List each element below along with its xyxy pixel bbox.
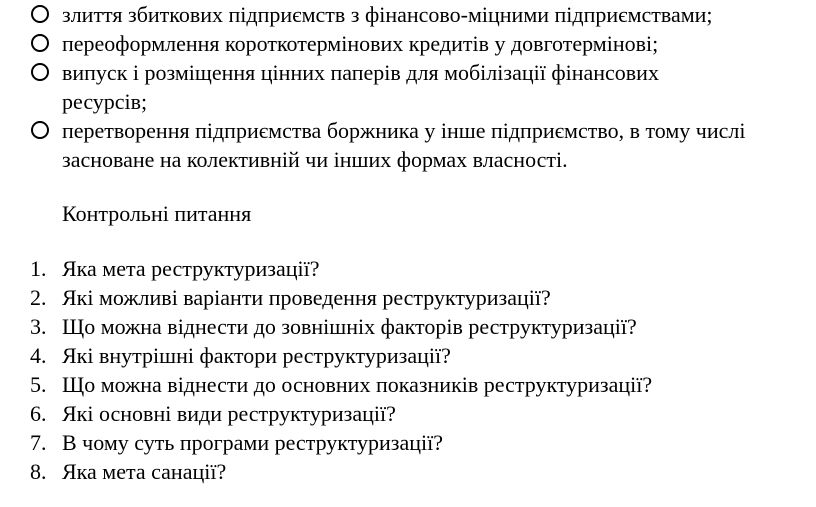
circle-bullet-icon <box>31 34 49 52</box>
question-number: 6. <box>30 401 47 426</box>
question-item <box>0 312 816 341</box>
question-text: Що можна віднести до зовнішніх факторів реструктуризації? <box>62 314 637 339</box>
question-item <box>0 428 816 457</box>
question-text: Які можливі варіанти проведення реструктуризації? <box>62 285 551 310</box>
circle-bullet-icon <box>31 63 49 81</box>
question-item <box>0 341 816 370</box>
question-number: 8. <box>30 459 47 484</box>
circle-bullet-icon <box>31 5 49 23</box>
question-text: В чому суть програми реструктуризації? <box>62 430 444 455</box>
question-text: Яка мета санації? <box>62 459 227 484</box>
control-questions-list <box>0 254 816 486</box>
question-number: 1. <box>30 256 47 281</box>
bullet-text: переоформлення короткотермінових кредитів у довготермінові; <box>62 31 659 56</box>
question-number: 7. <box>30 430 47 455</box>
question-text: Яка мета реструктуризації? <box>62 256 320 281</box>
question-item <box>0 283 816 312</box>
bullet-text: злиття збиткових підприємств з фінансово-міцними підприємствами; <box>62 2 713 27</box>
question-number: 3. <box>30 314 47 339</box>
question-item <box>0 399 816 428</box>
bullet-item <box>0 29 816 58</box>
question-text: Які внутрішні фактори реструктуризації? <box>62 343 451 368</box>
circle-bullet-icon <box>31 121 49 139</box>
bullet-item <box>0 58 816 116</box>
question-number: 2. <box>30 285 47 310</box>
question-text: Які основні види реструктуризації? <box>62 401 396 426</box>
question-number: 4. <box>30 343 47 368</box>
section-title: Контрольні питання <box>62 201 252 226</box>
question-number: 5. <box>30 372 47 397</box>
bullet-item <box>0 116 816 174</box>
question-item <box>0 254 816 283</box>
question-item <box>0 457 816 486</box>
restructuring-methods-list <box>0 0 816 174</box>
bullet-text: перетворення підприємства боржника у інше підприємство, в тому числі засноване на колективній чи інших формах власності. <box>62 118 746 172</box>
bullet-item <box>0 0 816 29</box>
question-text: Що можна віднести до основних показників реструктуризації? <box>62 372 653 397</box>
question-item <box>0 370 816 399</box>
bullet-text: випуск і розміщення цінних паперів для мобілізації фінансових ресурсів; <box>62 60 659 114</box>
